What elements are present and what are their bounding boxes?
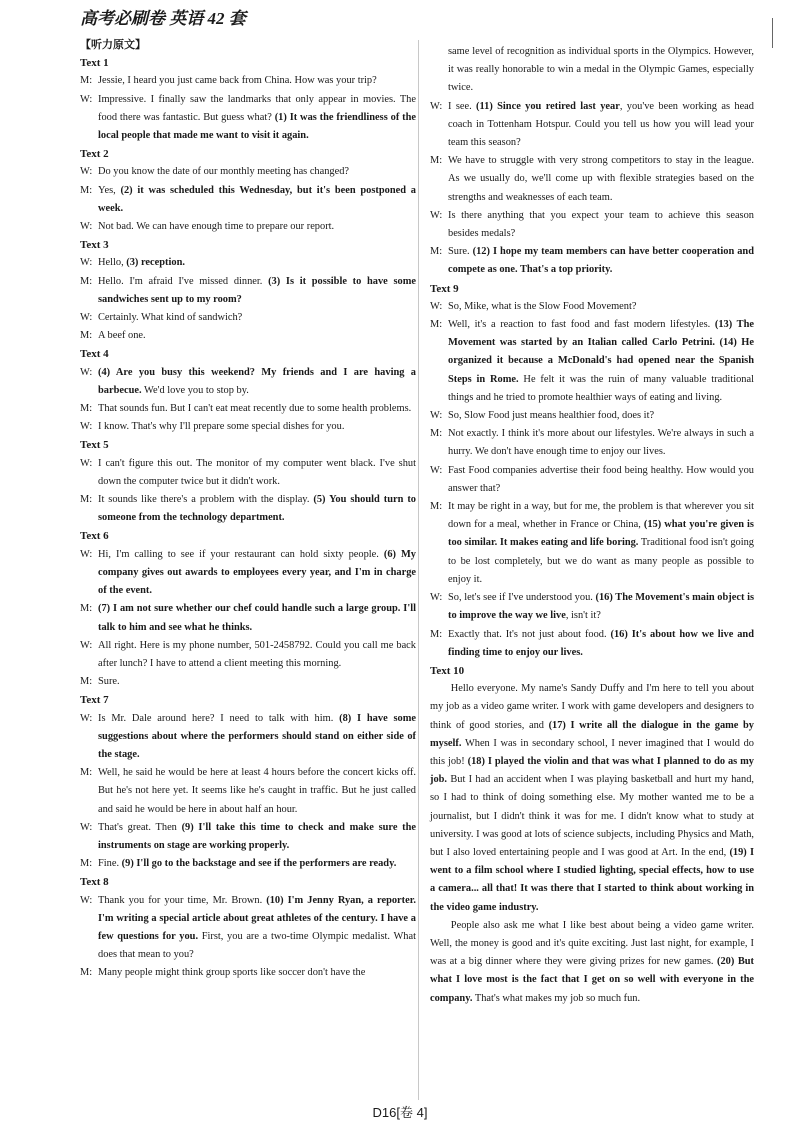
plain-text: A beef one. bbox=[98, 330, 146, 342]
plain-text: All right. Here is my phone number, 501-2458792. Could you call me back after lunch? I have to attend a client meeting this morning. bbox=[98, 639, 416, 669]
plain-text: It sounds like there's a problem with the display. bbox=[98, 494, 314, 506]
dialogue-line bbox=[80, 491, 416, 527]
text-heading: Text 9 bbox=[430, 282, 459, 295]
speaker-label: W: bbox=[80, 93, 93, 105]
dialogue-line bbox=[430, 98, 754, 153]
page-footer: D16[卷 4] bbox=[372, 1105, 428, 1120]
speaker-label: M: bbox=[430, 246, 443, 258]
dialogue-line bbox=[80, 710, 416, 765]
plain-text: But I had an accident when I was playing basketball and hurt my hand, so I had to think of doing something else. My mother wanted me to be a journalist, but I didn't think it was for me. I didn't know what to study at university. I was good at lots of science subjects, including Physics and Math, but I also loved entertaining people and I was good at Art. In the end, bbox=[430, 774, 754, 858]
line-text bbox=[98, 764, 416, 819]
answer-text: (9) I'll go to the backstage and see if the performers are ready. bbox=[121, 858, 397, 870]
answer-text: (20) But what I love most is the fact that I get on so well with everyone in the company. bbox=[430, 956, 754, 1004]
plain-text: He felt it was the ruin of many valuable traditional things and he tried to promote healthier ways of eating and living. bbox=[448, 373, 754, 403]
answer-text: (8) I have some suggestions about where the performers should stand on either side of the stage. bbox=[98, 712, 416, 760]
speaker-label: M: bbox=[430, 155, 443, 167]
line-text bbox=[98, 710, 416, 765]
plain-text: Many people might think group sports like soccer don't have the bbox=[98, 967, 366, 979]
dialogue-line bbox=[80, 364, 416, 400]
plain-text: Well, it's a reaction to fast food and fast modern lifestyles. bbox=[448, 319, 715, 331]
line-text bbox=[448, 407, 754, 425]
answer-text: (3) reception. bbox=[126, 257, 185, 269]
speaker-label: M: bbox=[430, 628, 443, 640]
dialogue-line bbox=[80, 218, 416, 236]
speaker-label: W: bbox=[80, 257, 93, 269]
text-heading: Text 1 bbox=[80, 57, 109, 70]
speaker-label: W: bbox=[80, 166, 93, 178]
speaker-label: W: bbox=[430, 592, 443, 604]
answer-text: (11) Since you retired last year bbox=[476, 100, 620, 112]
speaker-label: M: bbox=[80, 403, 93, 415]
plain-text: same level of recognition as individual sports in the Olympics. However, it was really honorable to win a medal in the Olympic Games, especially twice. bbox=[448, 46, 754, 94]
dialogue-line bbox=[80, 673, 416, 691]
dialogue-line bbox=[430, 498, 754, 589]
plain-text: Hi, I'm calling to see if your restaurant can hold sixty people. bbox=[98, 548, 384, 560]
answer-text: (2) it was scheduled this Wednesday, but it's been postponed a week. bbox=[98, 184, 416, 214]
answer-text: (1) It was the friendliness of the local people that made me want to visit it again. bbox=[98, 111, 416, 142]
plain-text: Do you know the date of our monthly meeting has changed? bbox=[98, 166, 350, 178]
line-text bbox=[98, 364, 416, 400]
plain-text: I can't figure this out. The monitor of my computer went black. I've shut down the computer twice but it didn't work. bbox=[98, 457, 416, 487]
speaker-label: W: bbox=[80, 421, 93, 433]
text-heading: Text 8 bbox=[80, 876, 109, 889]
text-heading: Text 3 bbox=[80, 239, 109, 252]
speaker-label: M: bbox=[80, 676, 93, 688]
plain-text: Not bad. We can have enough time to prepare our report. bbox=[98, 221, 335, 233]
line-text bbox=[98, 418, 416, 436]
line-text bbox=[448, 43, 754, 98]
answer-text: (4) Are you busy this weekend? My friends and I are having a barbecue. bbox=[98, 366, 416, 396]
plain-text: Is Mr. Dale around here? I need to talk with him. bbox=[98, 712, 340, 724]
speaker-label: W: bbox=[430, 464, 443, 476]
speaker-label: W: bbox=[80, 894, 93, 906]
dialogue-line-continued bbox=[430, 43, 754, 98]
text-heading: Text 5 bbox=[80, 439, 109, 452]
speaker-label: M: bbox=[80, 603, 93, 615]
section-label: 【听力原文】 bbox=[80, 39, 146, 51]
line-text bbox=[448, 498, 754, 589]
monologue-paragraph bbox=[430, 917, 754, 1008]
speaker-label: W: bbox=[80, 312, 93, 324]
dialogue-line bbox=[80, 72, 416, 90]
dialogue-line bbox=[80, 600, 416, 636]
plain-text: When I was in secondary school, I never imagined that I would do this job! bbox=[430, 737, 754, 767]
dialogue-line bbox=[430, 298, 754, 316]
speaker-label: M: bbox=[80, 494, 93, 506]
line-text bbox=[448, 98, 754, 153]
line-text bbox=[98, 72, 416, 90]
speaker-label: M: bbox=[80, 858, 93, 870]
plain-text: Hello. I'm afraid I've missed dinner. bbox=[98, 275, 269, 287]
speaker-label: M: bbox=[430, 428, 443, 440]
left-column bbox=[80, 36, 416, 983]
speaker-label: M: bbox=[80, 967, 93, 979]
answer-text: (16) It's about how we live and finding time to enjoy our lives. bbox=[448, 628, 754, 658]
dialogue-line bbox=[80, 400, 416, 418]
dialogue-line bbox=[80, 327, 416, 345]
dialogue-line bbox=[80, 418, 416, 436]
speaker-label: M: bbox=[430, 319, 443, 331]
speaker-label: M: bbox=[80, 75, 93, 87]
answer-text: (10) I'm Jenny Ryan, a reporter. I'm writing a special article about great athletes of the century. I have a few questions for you. bbox=[98, 894, 416, 942]
plain-text: Certainly. What kind of sandwich? bbox=[98, 312, 243, 324]
speaker-label: W: bbox=[80, 639, 93, 651]
dialogue-line bbox=[80, 819, 416, 855]
plain-text: , isn't it? bbox=[565, 610, 601, 622]
speaker-label: W: bbox=[430, 209, 443, 221]
line-text bbox=[98, 400, 416, 418]
line-text bbox=[448, 243, 754, 279]
plain-text: We have to struggle with very strong competitors to stay in the league. As we usually do, we'll come up with flexible strategies based on the strengths and weaknesses of each team. bbox=[448, 155, 754, 203]
plain-text: First, you are a two-time Olympic medalist. What does that mean to you? bbox=[98, 930, 417, 961]
indent-spacer bbox=[430, 43, 448, 98]
plain-text: Fast Food companies advertise their food being healthy. How would you answer that? bbox=[448, 464, 754, 494]
speaker-label: W: bbox=[80, 457, 93, 469]
dialogue-line bbox=[80, 254, 416, 272]
dialogue-line bbox=[80, 855, 416, 873]
answer-text: (13) The Movement was started by an Italian called Carlo Petrini. (14) He organized it because a McDonald's had opened near the Spanish Steps in Rome. bbox=[448, 319, 755, 385]
speaker-label: M: bbox=[80, 275, 93, 287]
plain-text: Not exactly. I think it's more about our lifestyles. We're always in such a hurry. We don't have enough time to enjoy our lives. bbox=[448, 428, 754, 458]
speaker-label: W: bbox=[430, 100, 443, 112]
plain-text: Traditional food isn't going to be lost completely, but we do want as many people as possible to enjoy it. bbox=[448, 537, 755, 585]
dialogue-line bbox=[80, 91, 416, 146]
plain-text: Sure. bbox=[98, 676, 120, 688]
plain-text: Well, he said he would be here at least 4 hours before the concert kicks off. But he's not here yet. It seems like he's caught in traffic. But he just called and said he would be here in about half an hour. bbox=[98, 767, 416, 815]
line-text bbox=[448, 298, 754, 316]
speaker-label: W: bbox=[80, 366, 93, 378]
dialogue-line bbox=[430, 425, 754, 461]
answer-text: (18) I played the violin and that was what I planned to do as my job. bbox=[430, 755, 754, 786]
page-title: 高考必刷卷 英语 42 套 bbox=[80, 9, 246, 28]
plain-text: I see. bbox=[448, 100, 477, 112]
line-text bbox=[448, 207, 754, 243]
speaker-label: M: bbox=[80, 184, 93, 196]
line-text bbox=[98, 491, 416, 527]
line-text bbox=[98, 637, 416, 673]
dialogue-line bbox=[80, 163, 416, 181]
plain-text: Is there anything that you expect your team to achieve this season besides medals? bbox=[448, 209, 754, 240]
dialogue-line bbox=[80, 309, 416, 327]
answer-text: (12) I hope my team members can have better cooperation and compete as one. That's a top priority. bbox=[448, 246, 754, 276]
speaker-label: W: bbox=[80, 548, 93, 560]
plain-text: I know. That's why I'll prepare some special dishes for you. bbox=[98, 421, 345, 433]
answer-text: (5) You should turn to someone from the technology department. bbox=[98, 494, 416, 524]
speaker-label: W: bbox=[80, 712, 93, 724]
text-heading: Text 10 bbox=[430, 664, 465, 677]
line-text bbox=[448, 152, 754, 207]
answer-text: (19) I went to a film school where I studied lighting, special effects, how to use a camera... all that! It was there that I started to think about working in the video game industry. bbox=[430, 846, 754, 913]
dialogue-line bbox=[430, 243, 754, 279]
line-text bbox=[448, 425, 754, 461]
speaker-label: M: bbox=[80, 330, 93, 342]
plain-text: So, Slow Food just means healthier food, does it? bbox=[448, 410, 655, 422]
dialogue-line bbox=[430, 316, 754, 407]
line-text bbox=[448, 626, 754, 662]
line-text bbox=[448, 316, 754, 407]
dialogue-line bbox=[80, 546, 416, 601]
column-divider bbox=[418, 40, 419, 1100]
speaker-label: W: bbox=[430, 300, 443, 312]
speaker-label: W: bbox=[430, 410, 443, 422]
plain-text: Fine. bbox=[98, 858, 122, 870]
plain-text: Hello everyone. My name's Sandy Duffy and I'm here to tell you about my job as a video game writer. I work with game developers and designers to think of good stories, and bbox=[430, 683, 754, 731]
plain-text: Exactly that. It's not just about food. bbox=[448, 628, 611, 640]
answer-text: (15) what you're given is too similar. It makes eating and life boring. bbox=[448, 519, 754, 549]
dialogue-line bbox=[430, 462, 754, 498]
text-heading: Text 7 bbox=[80, 694, 109, 707]
dialogue-line bbox=[80, 273, 416, 309]
plain-text: That's what makes my job so much fun. bbox=[472, 992, 641, 1004]
dialogue-line bbox=[430, 626, 754, 662]
dialogue-line bbox=[430, 589, 754, 625]
line-text bbox=[98, 309, 416, 327]
line-text bbox=[98, 273, 416, 309]
speaker-label: W: bbox=[80, 221, 93, 233]
plain-text: Impressive. I finally saw the landmarks that only appear in movies. The food there was fantastic. But guess what? bbox=[98, 93, 416, 123]
plain-text: Hello, bbox=[98, 257, 127, 269]
answer-text: (16) The Movement's main object is to improve the way we live bbox=[448, 592, 755, 622]
dialogue-line bbox=[80, 892, 416, 965]
line-text bbox=[98, 218, 416, 236]
line-text bbox=[98, 819, 416, 855]
line-text bbox=[98, 327, 416, 345]
line-text bbox=[98, 91, 416, 146]
line-text bbox=[98, 964, 416, 982]
speaker-label: M: bbox=[430, 501, 443, 513]
plain-text: That sounds fun. But I can't eat meat recently due to some health problems. bbox=[98, 403, 412, 415]
line-text bbox=[98, 182, 416, 218]
plain-text: Thank you for your time, Mr. Brown. bbox=[98, 894, 267, 906]
monologue-paragraph bbox=[430, 680, 754, 917]
speaker-label: W: bbox=[80, 821, 93, 833]
line-text bbox=[98, 673, 416, 691]
line-text bbox=[98, 892, 416, 965]
dialogue-line bbox=[80, 182, 416, 218]
line-text bbox=[448, 462, 754, 498]
dialogue-line bbox=[80, 455, 416, 491]
plain-text: Jessie, I heard you just came back from China. How was your trip? bbox=[98, 75, 377, 87]
text-heading: Text 6 bbox=[80, 530, 109, 543]
page-edge-mark bbox=[772, 18, 773, 48]
line-text bbox=[98, 254, 416, 272]
plain-text: Sure. bbox=[448, 246, 473, 258]
plain-text: We'd love you to stop by. bbox=[141, 384, 249, 396]
plain-text: People also ask me what I like best about being a video game writer. Well, the money is good and it's quite exciting. Just last night, for example, I was at a big dinner where they were giving prizes for new games. bbox=[430, 919, 754, 968]
answer-text: (3) Is it possible to have some sandwiches sent up to my room? bbox=[98, 275, 416, 305]
answer-text: (6) My company gives out awards to employees every year, and I'm in charge of the event. bbox=[98, 548, 417, 597]
line-text bbox=[448, 589, 754, 625]
plain-text: Yes, bbox=[98, 184, 121, 196]
plain-text: , you've been working as head coach in Tottenham Hotspur. Could you tell us how you will lead your team this season? bbox=[448, 100, 754, 149]
answer-text: (17) I write all the dialogue in the game by myself. bbox=[430, 719, 754, 749]
dialogue-line bbox=[80, 764, 416, 819]
speaker-label: M: bbox=[80, 767, 93, 779]
line-text bbox=[98, 455, 416, 491]
dialogue-line bbox=[430, 407, 754, 425]
line-text bbox=[98, 855, 416, 873]
plain-text: That's great. Then bbox=[98, 821, 182, 833]
line-text bbox=[98, 163, 416, 181]
plain-text: So, Mike, what is the Slow Food Movement? bbox=[448, 300, 637, 312]
answer-text: (7) I am not sure whether our chef could handle such a large group. I'll talk to him and see what he thinks. bbox=[98, 603, 416, 633]
right-column bbox=[430, 43, 754, 1008]
dialogue-line bbox=[430, 207, 754, 243]
dialogue-line bbox=[430, 152, 754, 207]
plain-text: So, let's see if I've understood you. bbox=[448, 592, 596, 604]
dialogue-line bbox=[80, 637, 416, 673]
plain-text: It may be right in a way, but for me, the problem is that wherever you sit down for a meal, whether in France or China, bbox=[448, 501, 754, 531]
text-heading: Text 2 bbox=[80, 148, 109, 161]
line-text bbox=[98, 546, 416, 601]
line-text bbox=[98, 600, 416, 636]
answer-text: (9) I'll take this time to check and make sure the instruments on stage are working properly. bbox=[98, 821, 416, 851]
text-heading: Text 4 bbox=[80, 348, 109, 361]
dialogue-line bbox=[80, 964, 416, 982]
